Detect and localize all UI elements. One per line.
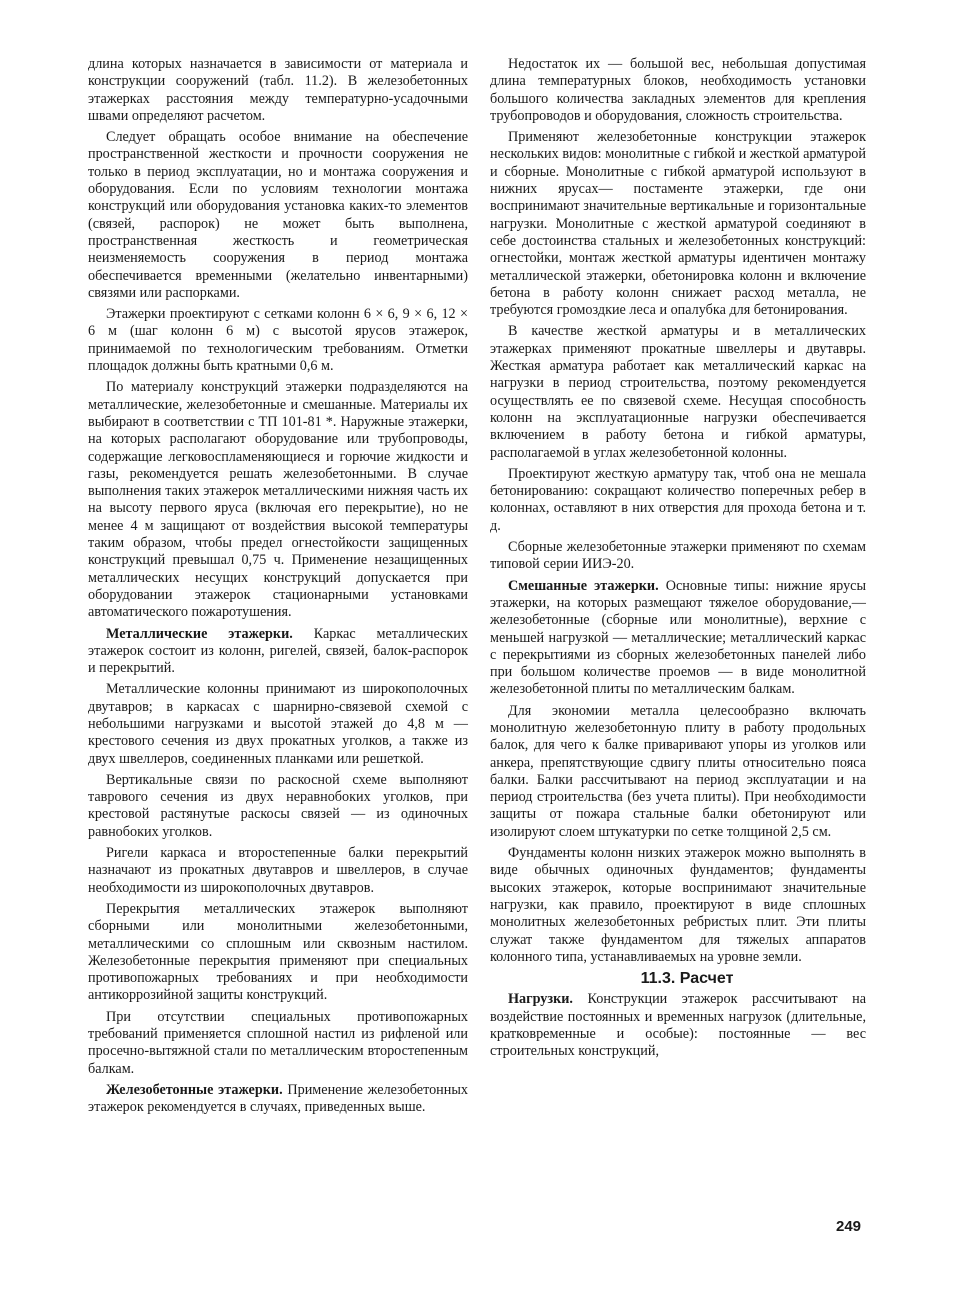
paragraph-loads bbox=[490, 991, 866, 1060]
paragraph-concrete-shelves bbox=[88, 1082, 468, 1117]
paragraph: Проектируют жесткую арматуру так, чтоб она не мешала бетонированию: сокращают количество поперечных ребер в колоннах, оставляют в них отверстия для прохода бетона и т. д. bbox=[490, 465, 866, 534]
runin-heading: Железобетонные этажерки. bbox=[106, 1081, 283, 1098]
runin-heading: Смешанные этажерки. bbox=[508, 577, 659, 594]
paragraph: При отсутствии специальных противопожарных требований применяется сплошной настил из рифленой или просечно-вытяжной стали по металлическим второстепенным балкам. bbox=[88, 1008, 468, 1077]
paragraph: Фундаменты колонн низких этажерок можно выполнять в виде обычных одиночных фундаментов; фундаменты высоких этажерок, которые воспринимают значительные нагрузки, как правило, проектируют в виде сплошных монолитных железобетонных ребристых плит. Эти плиты служат также фундаментом для тяжелых аппаратов колонного типа, устанавливаемых на уровне земли. bbox=[490, 845, 866, 965]
paragraph: Металлические колонны принимают из широкополочных двутавров; в каркасах с шарнирно-связевой схемой с небольшими нагрузками и высотой этажей до 4,8 м — крестового сечения из двух прокатных уголков, а также из двух швеллеров, соединенных планками или решеткой. bbox=[88, 681, 468, 767]
paragraph: Сборные железобетонные этажерки применяют по схемам типовой серии ИИЭ-20. bbox=[490, 539, 866, 573]
paragraph: длина которых назначается в зависимости от материала и конструкции сооружений (табл. 11.2). В железобетонных этажерках расстояния между температурно-усадочными швами определяют расчетом. bbox=[88, 56, 468, 124]
paragraph-text: Применение железобетонных этажерок рекомендуется в случаях, приведенных выше. bbox=[88, 1081, 468, 1116]
left-column bbox=[88, 56, 468, 1121]
paragraph: Ригели каркаса и второстепенные балки перекрытий назначают из прокатных двутавров и швеллеров, в случае необходимости из широкополочных двутавров. bbox=[88, 845, 468, 896]
paragraph: Этажерки проектируют с сетками колонн 6 × 6, 9 × 6, 12 × 6 м (шаг колонн 6 м) с высотой ярусов этажерок, принимаемой по технологическим требованиям. Отметки площадок должны быть кратными 0,6 м. bbox=[88, 306, 468, 375]
paragraph: Перекрытия металлических этажерок выполняют сборными или монолитными железобетонными, металлическими со сплошным или сквозным настилом. Железобетонные перекрытия применяют при специальных противопожарных требованиях и при необходимости антикоррозийной защиты конструкций. bbox=[88, 900, 468, 1004]
paragraph: Вертикальные связи по раскосной схеме выполняют таврового сечения из двух неравнобоких уголков, при крестовой растянутые раскосы связей — из одиночных равнобоких уголков. bbox=[88, 771, 468, 840]
paragraph-metal-shelves bbox=[88, 626, 468, 678]
runin-heading: Нагрузки. bbox=[508, 991, 573, 1008]
right-column bbox=[490, 56, 866, 1065]
paragraph-mixed-shelves bbox=[490, 578, 866, 699]
section-heading: 11.3. Расчет bbox=[640, 970, 734, 988]
paragraph-text: Каркас металлических этажерок состоит из колонн, ригелей, связей, балок-распорок и перекрытий. bbox=[88, 625, 468, 677]
paragraph: Недостаток их — большой вес, небольшая допустимая длина температурных блоков, необходимость установки большого количества закладных элементов для крепления трубопроводов и оборудования, сложность строительства. bbox=[490, 56, 866, 124]
runin-heading: Металлические этажерки. bbox=[106, 625, 293, 642]
paragraph: Применяют железобетонные конструкции этажерок нескольких видов: монолитные с гибкой и жесткой арматурой и сборные. Монолитные с гибкой арматурой используют в нижних ярусах— постаменте этажерки, где они воспринимают значительные вертикальные и горизонтальные нагрузки. Монолитные с жесткой арматурой соединяют в себе достоинства стальных и железобетонных конструкций: огнестойки, монтаж жесткой арматуры идентичен монтажу металлической этажерки, обетонировка колонн и включение бетона в работу колонн снижает расход металла, не требуются громоздкие леса и опалубка для бетонирования. bbox=[490, 129, 866, 319]
paragraph: Для экономии металла целесообразно включать монолитную железобетонную плиту в работу продольных балок, для чего к балке приваривают упоры из уголков или анкера, препятствующие сдвигу плиты относительно пояса балки. Балки рассчитывают на период эксплуатации и на период строительства (без учета плиты). При необходимости защиты от пожара стальные балки обетонируют или изолируют слоем штукатурки по сетке толщиной 2,5 см. bbox=[490, 702, 866, 840]
page-number: 249 bbox=[836, 1218, 862, 1235]
paragraph-text: Основные типы: нижние ярусы этажерки, на которых размещают тяжелое оборудование,— железобетонные (сборные или монолитные), верхние с меньшей нагрузкой — металлические; металлический каркас с перекрытиями из сборных железобетонных панелей либо при большом количестве проемов — в виде монолитной железобетонной плиты по металлическим балкам. bbox=[490, 577, 866, 698]
paragraph: По материалу конструкций этажерки подразделяются на металлические, железобетонные и смешанные. Материалы их выбирают в соответствии с ТП 101-81 *. Наружные этажерки, на которых располагают оборудование или трубопроводы, содержащие легковоспламеняющиеся и горючие жидкости и газы, рекомендуется решать железобетонными. В случае выполнения таких этажерок металлическими нижняя часть их на высоту первого яруса (включая его перекрытие), но не менее 4 м защищают от воздействия высокой температуры таким образом, чтобы предел огнестойкости защищенных конструкций превышал 0,75 ч. Применение незащищенных металлических несущих конструкций допускается при оборудовании этажерок стационарными установками автоматического пожаротушения. bbox=[88, 379, 468, 621]
paragraph: В качестве жесткой арматуры и в металлических этажерках применяют прокатные швеллеры и двутавры. Жесткая арматура работает как металлический каркас на нагрузки в период строительства, поэтому рекомендуется осуществлять ее по связевой схеме. Несущая способность колонн на эксплуатационные нагрузки обеспечивается включением в работу бетона и гибкой арматуры, располагаемой в углах железобетонной колонны. bbox=[490, 323, 866, 461]
paragraph: Следует обращать особое внимание на обеспечение пространственной жесткости и прочности сооружения не только в период эксплуатации, но и монтажа сооружения и оборудования. Если по условиям технологии монтажа конструкций или оборудования установка каких-то элементов (связей, распорок) не может быть выполнена, пространственная жесткость и геометрическая неизменяемость сооружения в период монтажа обеспечивается временными (желательно инвентарными) связями или распорками. bbox=[88, 129, 468, 301]
paragraph-text: Конструкции этажерок рассчитывают на воздействие постоянных и временных нагрузок (длительные, кратковременные и особые): постоянные — вес строительных конструкций, bbox=[490, 991, 866, 1060]
